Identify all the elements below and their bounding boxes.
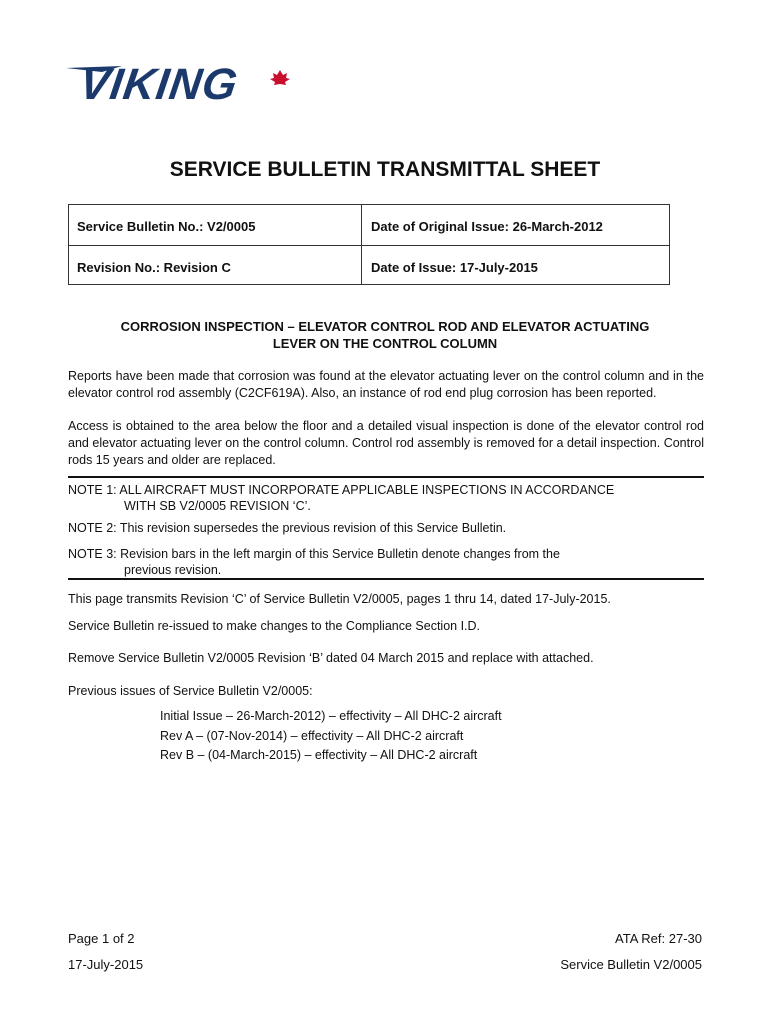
bulletin-info-table — [68, 204, 670, 285]
intro-paragraph-1: Reports have been made that corrosion was found at the elevator actuating lever on the control column and in the elevator control rod assembly (C2CF619A). Also, an instance of rod end plug corrosion has been reported. — [68, 369, 704, 400]
note-3 — [68, 546, 704, 578]
footer-date: 17-July-2015 — [68, 957, 144, 972]
maple-leaf-icon — [270, 70, 290, 85]
note-1 — [68, 482, 704, 514]
previous-issues-heading: Previous issues of Service Bulletin V2/0005: — [68, 684, 313, 698]
subject-line-1: CORROSION INSPECTION – ELEVATOR CONTROL ROD AND ELEVATOR ACTUATING — [120, 319, 650, 334]
footer-sb-ref: Service Bulletin V2/0005 — [560, 957, 702, 972]
reissued-text: Service Bulletin re-issued to make changes to the Compliance Section I.D. — [68, 619, 481, 633]
note-1-line-2: WITH SB V2/0005 REVISION ‘C’. — [124, 499, 311, 513]
note-3-line-1: NOTE 3: Revision bars in the left margin of this Service Bulletin denote changes from the — [68, 547, 560, 561]
logo-wordmark: VIKING — [76, 60, 242, 109]
subject-heading — [40, 318, 730, 352]
original-issue-date: Date of Original Issue: 26-March-2012 — [371, 219, 603, 234]
note-1-line-1: NOTE 1: ALL AIRCRAFT MUST INCORPORATE APPLICABLE INSPECTIONS IN ACCORDANCE — [68, 483, 615, 497]
note-3-line-2: previous revision. — [124, 563, 222, 577]
revision-number: Revision No.: Revision C — [77, 260, 231, 275]
intro-paragraph-2: Access is obtained to the area below the floor and a detailed visual inspection is done of the elevator control rod and elevator actuating lever on the control column. Control rod assembly is removed for a detail inspection. Control rods 15 years and older are replaced. — [68, 419, 704, 467]
sb-number: Service Bulletin No.: V2/0005 — [77, 219, 256, 234]
page-title: SERVICE BULLETIN TRANSMITTAL SHEET — [169, 158, 601, 181]
note-2: NOTE 2: This revision supersedes the previous revision of this Service Bulletin. — [68, 521, 507, 535]
footer-page-number: Page 1 of 2 — [68, 931, 135, 946]
divider — [68, 476, 704, 478]
transmits-text: This page transmits Revision ‘C’ of Service Bulletin V2/0005, pages 1 thru 14, dated 17-July-2015. — [68, 592, 611, 606]
divider — [68, 578, 704, 580]
remove-text: Remove Service Bulletin V2/0005 Revision ‘B’ dated 04 March 2015 and replace with attached. — [68, 651, 594, 665]
previous-issue-item: Rev A – (07-Nov-2014) – effectivity – All DHC-2 aircraft — [160, 729, 464, 743]
previous-issue-item: Initial Issue – 26-March-2012) – effectivity – All DHC-2 aircraft — [160, 709, 502, 723]
issue-date: Date of Issue: 17-July-2015 — [371, 260, 538, 275]
footer-ata-ref: ATA Ref: 27-30 — [615, 931, 702, 946]
previous-issue-item: Rev B – (04-March-2015) – effectivity – All DHC-2 aircraft — [160, 748, 478, 762]
subject-line-2: LEVER ON THE CONTROL COLUMN — [272, 336, 498, 351]
